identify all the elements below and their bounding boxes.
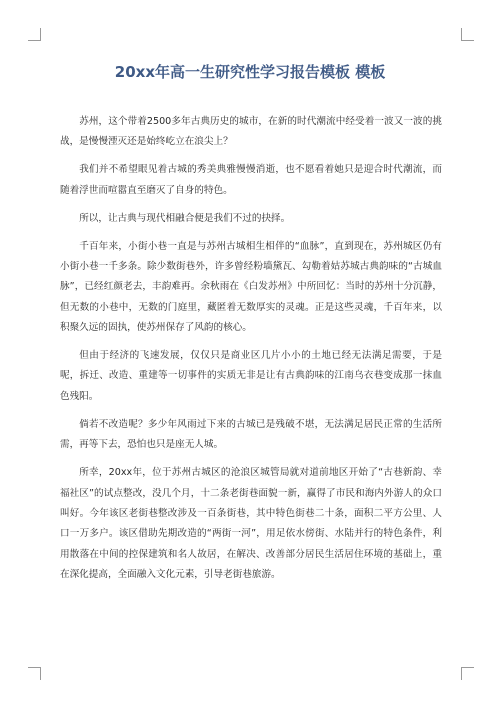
- paragraph: 所幸，20xx年，位于苏州古城区的沧浪区城管局就对道前地区开始了“古巷新韵、幸福社区”的试点整改，没几个月，十二条老街巷面貌一新，赢得了市民和海内外游人的众口叫好。今年该区老街巷整改涉及一百条街巷，其中特色街巷二十条，面积二平方公里、人口一万多户。该区借助先期改造的“两街一河”，用足依水傍街、水陆并行的特色条件，利用散落在中间的控保建筑和名人故居，在解决、改善部分居民生活居住环境的基础上，重在深化提高，全面融入文化元素，引导老街巷旅游。: [60, 467, 442, 581]
- paragraph: 倘若不改造呢？多少年风雨过下来的古城已是残破不堪，无法满足居民正常的生活所需，再等下去，恐怕也只是座无人城。: [60, 418, 442, 451]
- crop-mark-bottom-right: [461, 667, 474, 680]
- paragraph: 所以，让古典与现代相融合便是我们不过的抉择。: [79, 212, 291, 224]
- paragraph: 千百年来，小街小巷一直是与苏州古城相生相伴的“血脉”，直到现在，苏州城区仍有小街小巷一千多条。除少数街巷外，许多曾经粉墙黛瓦、勾勒着姑苏城古典韵味的“古城血脉”，已经红颜老去，丰韵难再。余秋雨在《白发苏州》中所回忆：当时的苏州十分沉静，但无数的小巷中，无数的门庭里，藏匿着无数厚实的灵魂。正是这些灵魂，千百年来，以积聚久远的固执，使苏州保存了风韵的核心。: [60, 240, 442, 334]
- paragraph: 苏州，这个带着2500多年古典历史的城市，在新的时代潮流中经受着一波又一波的挑战，是慢慢湮灭还是始终屹立在浪尖上？: [60, 116, 442, 148]
- crop-mark-top-right: [461, 28, 474, 41]
- paragraph: 但由于经济的飞速发展，仅仅只是商业区几片小小的土地已经无法满足需要，于是呢，拆迁、改造、重建等一切事件的实质无非是让有古典韵味的江南乌衣巷变成那一抹血色残阳。: [60, 350, 442, 402]
- page-title: 20xx年高一生研究性学习报告模板 模板: [114, 63, 386, 81]
- crop-mark-top-left: [28, 28, 41, 41]
- document-body: [60, 112, 442, 593]
- paragraph: 我们并不希望眼见着古城的秀美典雅慢慢消逝，也不愿看着她只是迎合时代潮流，而随着浮世而喧嚣直至磨灭了自身的特色。: [60, 164, 442, 196]
- crop-mark-bottom-left: [28, 667, 41, 680]
